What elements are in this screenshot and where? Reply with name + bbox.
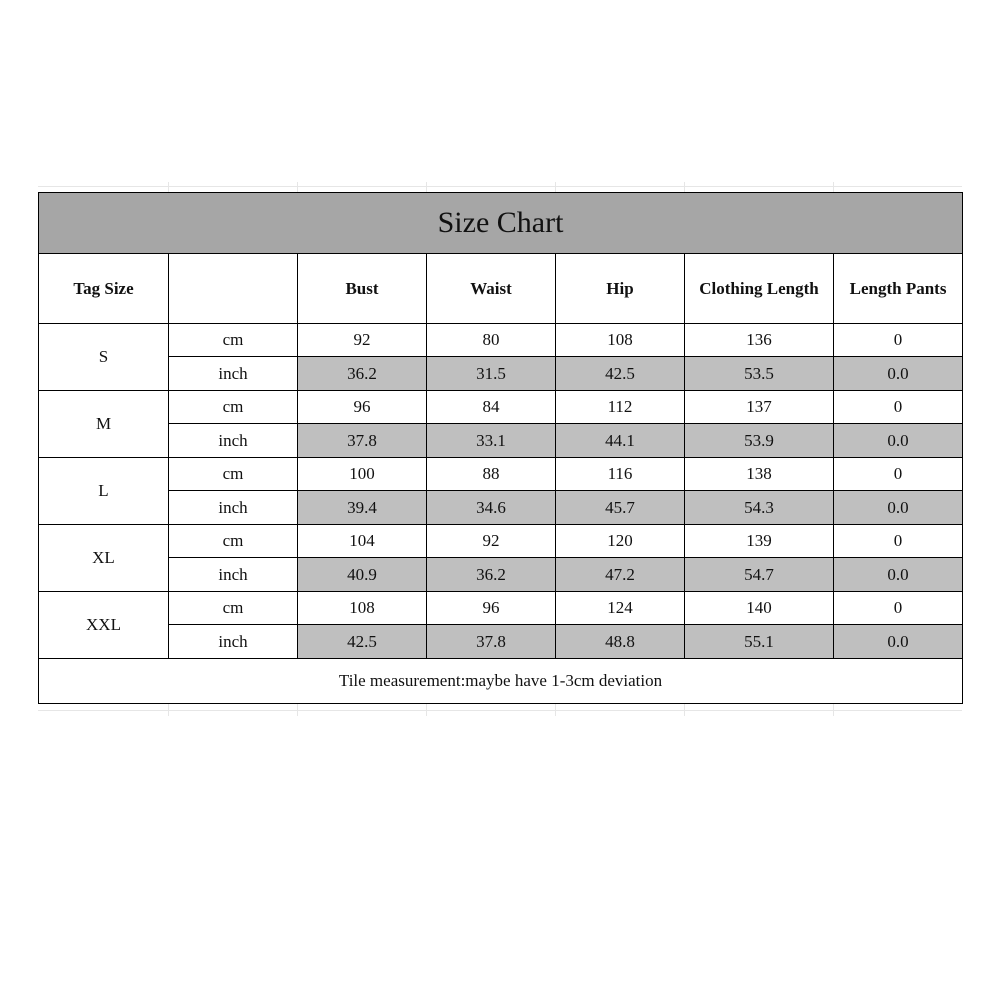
table-row [39,491,963,525]
length-pants-cell: 0 [834,458,963,491]
unit-cell: cm [169,525,298,558]
unit-cell: inch [169,491,298,525]
tag-size-cell: L [39,458,169,525]
bust-cell: 37.8 [298,424,427,458]
sheet-gridline [426,182,427,192]
length-pants-cell: 0 [834,391,963,424]
hip-cell: 124 [556,592,685,625]
table-row [39,625,963,659]
clothing-length-cell: 139 [685,525,834,558]
unit-cell: cm [169,391,298,424]
chart-title: Size Chart [39,193,963,254]
unit-cell: inch [169,357,298,391]
waist-cell: 34.6 [427,491,556,525]
waist-cell: 80 [427,324,556,357]
header-clothing-length: Clothing Length [685,254,834,324]
clothing-length-cell: 137 [685,391,834,424]
hip-cell: 47.2 [556,558,685,592]
unit-cell: inch [169,558,298,592]
sheet-gridline [555,182,556,192]
waist-cell: 31.5 [427,357,556,391]
length-pants-cell: 0 [834,592,963,625]
tag-size-cell: XL [39,525,169,592]
length-pants-cell: 0.0 [834,357,963,391]
waist-cell: 36.2 [427,558,556,592]
header-unit [169,254,298,324]
bust-cell: 40.9 [298,558,427,592]
clothing-length-cell: 53.9 [685,424,834,458]
length-pants-cell: 0.0 [834,491,963,525]
sheet-gridline [168,182,169,192]
header-row [39,254,963,324]
hip-cell: 44.1 [556,424,685,458]
header-waist: Waist [427,254,556,324]
tag-size-cell: S [39,324,169,391]
clothing-length-cell: 54.7 [685,558,834,592]
header-bust: Bust [298,254,427,324]
length-pants-cell: 0 [834,525,963,558]
hip-cell: 116 [556,458,685,491]
length-pants-cell: 0.0 [834,625,963,659]
hip-cell: 45.7 [556,491,685,525]
measurement-note: Tile measurement:maybe have 1-3cm deviation [39,659,963,704]
length-pants-cell: 0 [834,324,963,357]
bust-cell: 108 [298,592,427,625]
unit-cell: inch [169,424,298,458]
sheet-gridline [684,704,685,716]
hip-cell: 112 [556,391,685,424]
waist-cell: 96 [427,592,556,625]
hip-cell: 108 [556,324,685,357]
bust-cell: 39.4 [298,491,427,525]
waist-cell: 84 [427,391,556,424]
sheet-gridline [426,704,427,716]
header-tag-size: Tag Size [39,254,169,324]
size-chart-table [38,192,963,704]
table-row [39,592,963,625]
bust-cell: 104 [298,525,427,558]
sheet-gridline [38,186,962,187]
sheet-gridline [833,704,834,716]
clothing-length-cell: 136 [685,324,834,357]
unit-cell: cm [169,324,298,357]
title-row [39,193,963,254]
clothing-length-cell: 140 [685,592,834,625]
table-row [39,558,963,592]
hip-cell: 48.8 [556,625,685,659]
tag-size-cell: XXL [39,592,169,659]
length-pants-cell: 0.0 [834,424,963,458]
length-pants-cell: 0.0 [834,558,963,592]
sheet-gridline [297,182,298,192]
table-row [39,391,963,424]
bust-cell: 42.5 [298,625,427,659]
unit-cell: cm [169,458,298,491]
tag-size-cell: M [39,391,169,458]
waist-cell: 33.1 [427,424,556,458]
header-length-pants: Length Pants [834,254,963,324]
clothing-length-cell: 53.5 [685,357,834,391]
clothing-length-cell: 138 [685,458,834,491]
table-row [39,324,963,357]
bust-cell: 36.2 [298,357,427,391]
clothing-length-cell: 54.3 [685,491,834,525]
unit-cell: cm [169,592,298,625]
sheet-gridline [38,710,962,711]
sheet-gridline [555,704,556,716]
sheet-gridline [168,704,169,716]
unit-cell: inch [169,625,298,659]
bust-cell: 96 [298,391,427,424]
sheet-gridline [684,182,685,192]
waist-cell: 37.8 [427,625,556,659]
header-hip: Hip [556,254,685,324]
sheet-gridline [833,182,834,192]
hip-cell: 120 [556,525,685,558]
waist-cell: 92 [427,525,556,558]
bust-cell: 100 [298,458,427,491]
table-row [39,424,963,458]
table-row [39,525,963,558]
footer-row [39,659,963,704]
sheet-gridline [297,704,298,716]
table-row [39,458,963,491]
table-row [39,357,963,391]
bust-cell: 92 [298,324,427,357]
hip-cell: 42.5 [556,357,685,391]
clothing-length-cell: 55.1 [685,625,834,659]
waist-cell: 88 [427,458,556,491]
